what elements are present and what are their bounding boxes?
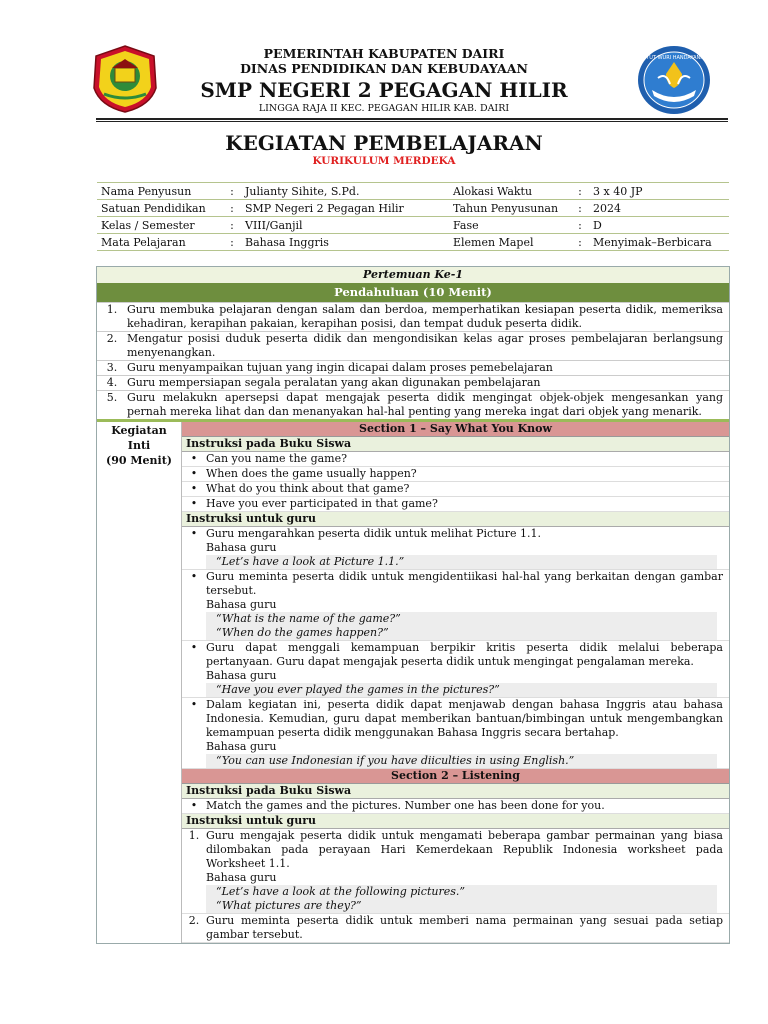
info-value: 3 x 40 JP [589,183,729,200]
instruction-content [206,829,729,913]
info-label: Mata Pelajaran [97,234,223,251]
page-title: KEGIATAN PEMBELAJARAN [225,131,543,155]
list-marker: • [190,527,198,540]
instruction-text: Guru meminta peserta didik untuk mengidentiikasi hal-hal yang berkaitan dengan gambar tersebut. [206,570,723,597]
header-rule [96,118,728,120]
question-text: What do you think about that game? [206,482,410,495]
info-table [97,182,729,251]
introduction-item [97,360,729,375]
student-book-question [182,497,729,512]
page-subtitle: KURIKULUM MERDEKA [312,155,456,167]
instruction-text: Guru mengarahkan peserta didik untuk melihat Picture 1.1. [206,527,541,540]
info-value: Menyimak–Berbicara [589,234,729,251]
core-label-duration: (90 Menit) [106,454,172,467]
instruction-text: Guru meminta peserta didik untuk memberi nama permainan yang sesuai pada setiap gambar tersebut. [206,914,723,941]
list-marker: • [190,698,198,711]
introduction-list [97,302,729,419]
teacher-instruction-item [182,829,729,914]
teacher-language-quote: “Have you ever played the games in the pictures?” [206,683,717,697]
item-text: Guru menyampaikan tujuan yang ingin dicapai dalam proses pemebelajaran [127,361,553,374]
item-text: Guru mempersiapan segala peralatan yang akan digunakan pembelajaran [127,376,541,389]
list-marker: 2. [188,914,200,927]
info-row [97,234,729,251]
info-value: SMP Negeri 2 Pegagan Hilir [241,200,449,217]
instruction-text: Guru mengajak peserta didik untuk mengamati beberapa gambar permainan yang biasa dilombakan pada perayaan Hari Kemerdekaan Republik Indonesia worksheet pada Worksheet 1.1. [206,829,723,870]
instruction-text: Dalam kegiatan ini, peserta didik dapat menjawab dengan bahasa Inggris atau bahasa Indonesia. Kemudian, guru dapat memberikan bantuan/bimbingan untuk mengembangkan kemampuan peserta didik menggunakan Bahasa Inggris secara bertahap. [206,698,723,739]
teacher-instruction-item [182,641,729,698]
bullet-icon: • [190,482,198,495]
header-school-name: SMP NEGERI 2 PEGAGAN HILIR [200,78,568,102]
question-text: Have you ever participated in that game? [206,497,438,510]
teacher-language-quote: “Let’s have a look at the following pictures.” [206,885,717,899]
info-value: Julianty Sihite, S.Pd. [241,183,449,200]
student-book-instructions-header: Instruksi pada Buku Siswa [182,784,729,799]
bullet-icon: • [190,467,198,480]
list-marker: • [190,570,198,583]
info-value: 2024 [589,200,729,217]
student-book-question [182,799,729,814]
student-book-question [182,482,729,497]
info-label: Satuan Pendidikan [97,200,223,217]
info-value: VIII/Ganjil [241,217,449,234]
item-text: Guru membuka pelajaran dengan salam dan berdoa, memperhatikan kesiapan peserta didik, memeriksa kehadiran, kerapihan pakaian, kerapihan posisi, dan tempat duduk peserta didik. [127,303,723,330]
teacher-language-quote: “What pictures are they?” [206,899,717,913]
teacher-language-quote: “You can use Indonesian if you have diiculties in using English.” [206,754,717,768]
core-label-line: Inti [127,439,151,452]
info-colon: : [571,217,589,234]
instruction-content [206,914,729,942]
info-value: Bahasa Inggris [241,234,449,251]
student-book-instructions-header: Instruksi pada Buku Siswa [182,437,729,452]
bullet-icon: • [190,452,198,465]
teacher-instructions-header: Instruksi untuk guru [182,512,729,527]
item-number: 5. [106,391,118,404]
teacher-instructions-header: Instruksi untuk guru [182,814,729,829]
item-number: 1. [106,303,118,316]
teacher-language-label: Bahasa guru [206,541,277,554]
info-colon: : [223,217,241,234]
info-colon: : [223,200,241,217]
teacher-language-label: Bahasa guru [206,740,277,753]
info-colon: : [571,183,589,200]
teacher-instruction-item [182,570,729,641]
introduction-item [97,331,729,360]
teacher-instruction-item [182,914,729,943]
info-row [97,217,729,234]
teacher-language-label: Bahasa guru [206,669,277,682]
teacher-language-label: Bahasa guru [206,871,277,884]
header-government: PEMERINTAH KABUPATEN DAIRI [263,46,505,61]
header-department: DINAS PENDIDIKAN DAN KEBUDAYAAN [240,61,528,76]
instruction-content [206,527,729,569]
info-label: Elemen Mapel [449,234,571,251]
teacher-language-label: Bahasa guru [206,598,277,611]
introduction-item [97,375,729,390]
section1-title: Section 1 – Say What You Know [182,422,729,437]
question-text: Match the games and the pictures. Number one has been done for you. [206,799,605,812]
meeting-number: Pertemuan Ke-1 [97,267,729,283]
info-label: Tahun Penyusunan [449,200,571,217]
list-marker: • [190,641,198,654]
info-label: Nama Penyusun [97,183,223,200]
info-label: Fase [449,217,571,234]
teacher-language-quote: “Let’s have a look at Picture 1.1.” [206,555,717,569]
section2-title: Section 2 – Listening [182,769,729,784]
info-row [97,200,729,217]
info-colon: : [223,183,241,200]
bullet-icon: • [190,799,198,812]
core-activities-content [182,422,729,943]
item-text: Guru melakukn apersepsi dapat mengajak peserta didik mengingat objek-objek mengesankan yang pernah mereka lihat dan dan menanyakan hal-hal penting yang mereka ingat dari objek yang menarik. [127,391,723,418]
introduction-item [97,390,729,419]
info-label: Alokasi Waktu [449,183,571,200]
introduction-header: Pendahuluan (10 Menit) [97,283,729,302]
core-activities-label [97,422,182,943]
list-marker: 1. [188,829,200,842]
instruction-content [206,570,729,640]
item-number: 2. [106,332,118,345]
student-book-question [182,452,729,467]
teacher-instruction-item [182,698,729,769]
student-book-question [182,467,729,482]
info-colon: : [571,234,589,251]
instruction-text: Guru dapat menggali kemampuan berpikir kritis peserta didik melalui beberapa pertanyaan. Guru dapat mengajak peserta didik untuk mengingat pengalaman mereka. [206,641,723,668]
core-activities [97,422,729,943]
info-row [97,183,729,200]
bullet-icon: • [190,497,198,510]
teacher-language-quote: “When do the games happen?” [206,626,717,640]
info-colon: : [223,234,241,251]
instruction-content [206,698,729,768]
teacher-language-quote: “What is the name of the game?” [206,612,717,626]
question-text: Can you name the game? [206,452,348,465]
header-address: LINGGA RAJA II KEC. PEGAGAN HILIR KAB. DAIRI [258,103,510,114]
instruction-content [206,641,729,697]
question-text: When does the game usually happen? [206,467,417,480]
right-logo-text: TUT WURI HANDAYANI [646,55,702,61]
info-label: Kelas / Semester [97,217,223,234]
activity-table [96,266,730,944]
core-label-line: Kegiatan [111,424,167,437]
item-number: 3. [106,361,118,374]
teacher-instruction-item [182,527,729,570]
item-text: Mengatur posisi duduk peserta didik dan mengondisikan kelas agar proses pembelajaran berlangsung menyenangkan. [127,332,723,359]
info-colon: : [571,200,589,217]
header-rule-thin [96,121,728,122]
item-number: 4. [106,376,118,389]
info-value: D [589,217,729,234]
introduction-item [97,302,729,331]
